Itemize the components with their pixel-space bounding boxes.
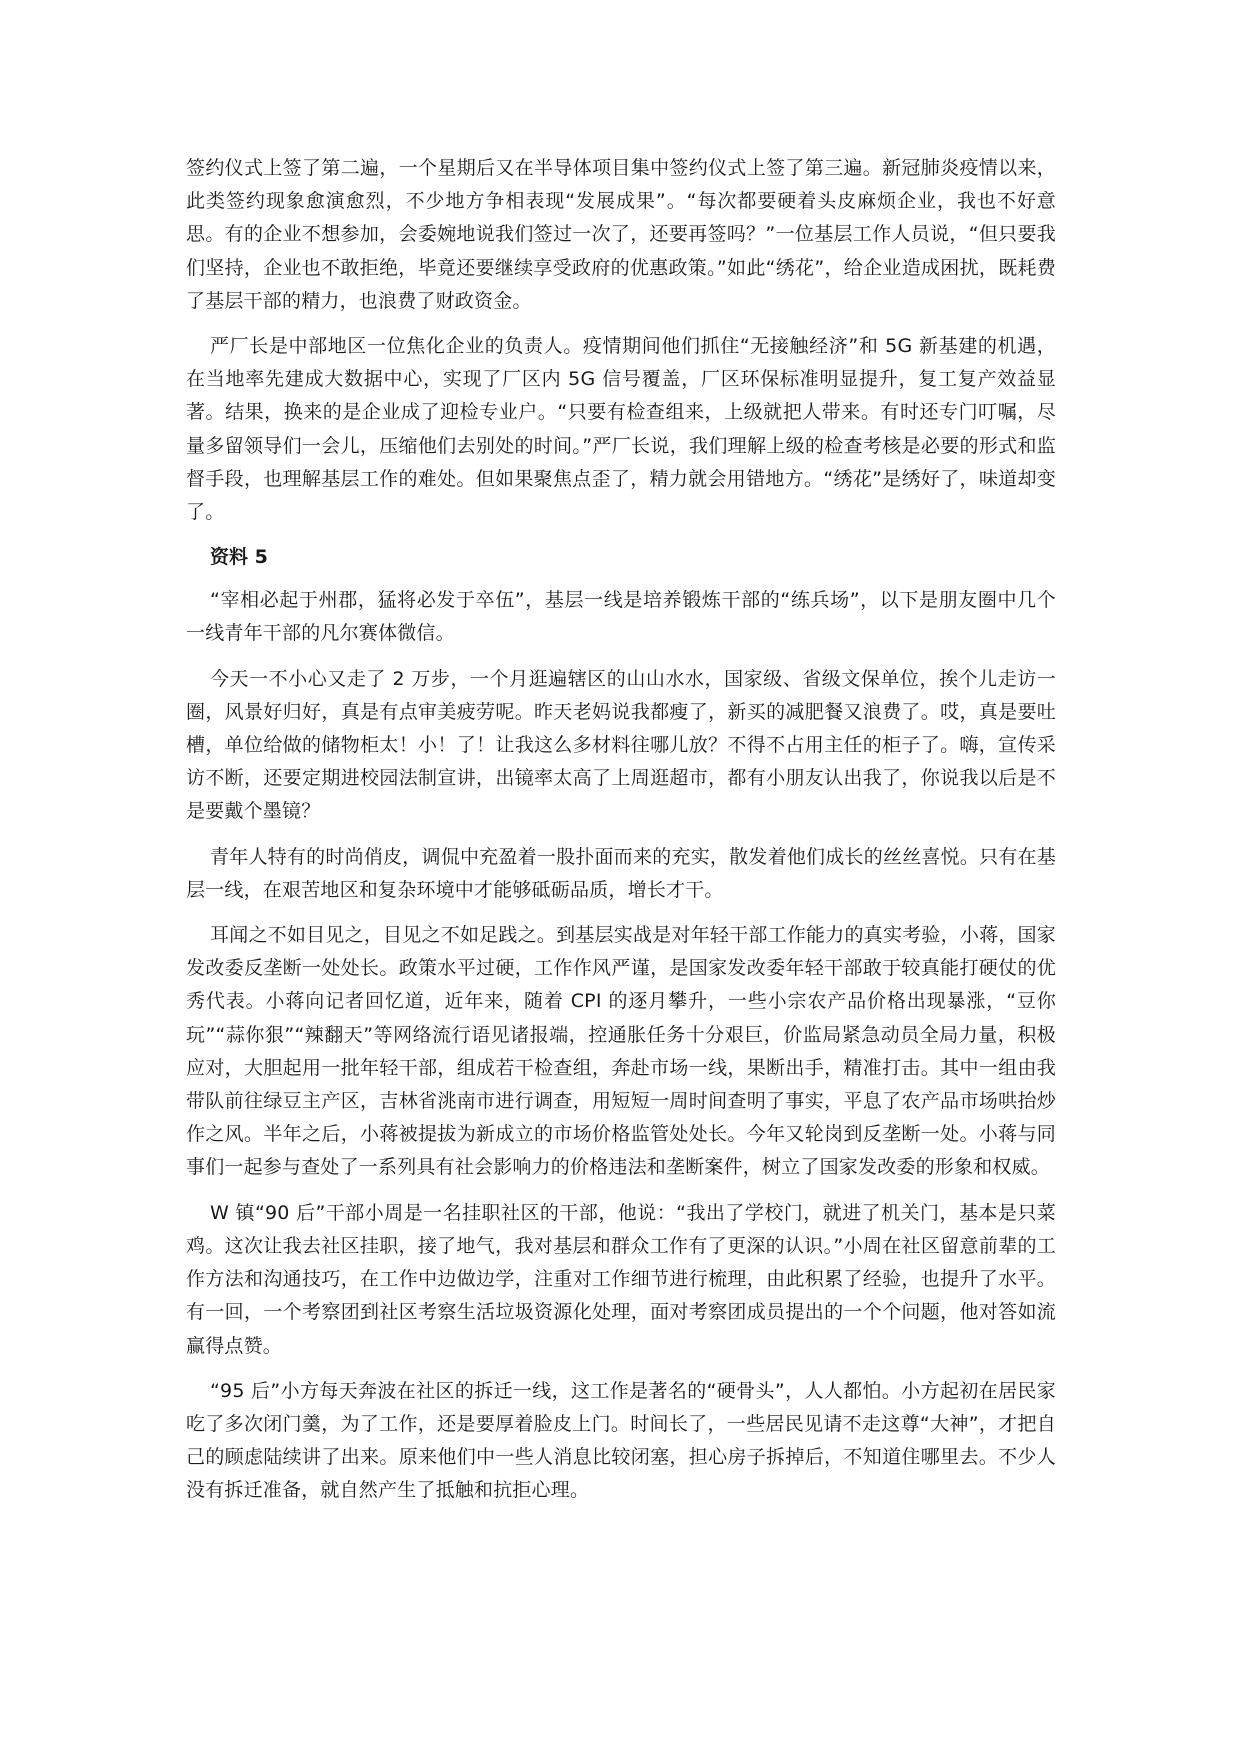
document-page bbox=[186, 152, 1056, 1520]
section-heading: 资料 5 bbox=[210, 546, 268, 569]
paragraph: 今天一不小心又走了 2 万步，一个月逛遍辖区的山山水水，国家级、省级文保单位，挨个儿走访一圈，风景好归好，真是有点审美疲劳呢。昨天老妈说我都瘦了，新买的减肥餐又浪费了。哎，真是要吐槽，单位给做的储物柜太！小！了！让我这么多材料往哪儿放？不得不占用主任的柜子了。嗨，宣传采访不断，还要定期进校园法制宣讲，出镜率太高了上周逛超市，都有小朋友认出我了，你说我以后是不是要戴个墨镜？ bbox=[186, 667, 1056, 823]
paragraph: 青年人特有的时尚俏皮，调侃中充盈着一股扑面而来的充实，散发着他们成长的丝丝喜悦。只有在基层一线，在艰苦地区和复杂环境中才能够砥砺品质，增长才干。 bbox=[186, 845, 1056, 901]
paragraph: “95 后”小方每天奔波在社区的拆迁一线，这工作是著名的“硬骨头”，人人都怕。小方起初在居民家吃了多次闭门羹，为了工作，还是要厚着脸皮上门。时间长了，一些居民见请不走这尊“大神”，才把自己的顾虑陆续讲了出来。原来他们中一些人消息比较闭塞，担心房子拆掉后，不知道住哪里去。不少人没有拆迁准备，就自然产生了抵触和抗拒心理。 bbox=[186, 1379, 1056, 1502]
paragraph: 耳闻之不如目见之，目见之不如足践之。到基层实战是对年轻干部工作能力的真实考验，小蒋，国家发改委反垄断一处处长。政策水平过硬，工作作风严谨，是国家发改委年轻干部敢于较真能打硬仗的优秀代表。小蒋向记者回忆道，近年来，随着 CPI 的逐月攀升，一些小宗农产品价格出现暴涨，“豆你玩”“蒜你狠”“辣翻天”等网络流行语见诸报端，控通胀任务十分艰巨，价监局紧急动员全局力量，积极应对，大胆起用一批年轻干部，组成若干检查组，奔赴市场一线，果断出手，精准打击。其中一组由我带队前往绿豆主产区，吉林省洮南市进行调查，用短短一周时间查明了事实，平息了农产品市场哄抬炒作之风。半年之后，小蒋被提拔为新成立的市场价格监管处处长。今年又轮岗到反垄断一处。小蒋与同事们一起参与查处了一系列具有社会影响力的价格违法和垄断案件，树立了国家发改委的形象和权威。 bbox=[186, 924, 1056, 1179]
paragraph: “宰相必起于州郡，猛将必发于卒伍”，基层一线是培养锻炼干部的“练兵场”，以下是朋友圈中几个一线青年干部的凡尔赛体微信。 bbox=[186, 589, 1056, 645]
paragraph: W 镇“90 后”干部小周是一名挂职社区的干部，他说：“我出了学校门，就进了机关门，基本是只菜鸡。这次让我去社区挂职，接了地气，我对基层和群众工作有了更深的认识。”小周在社区留意前辈的工作方法和沟通技巧，在工作中边做边学，注重对工作细节进行梳理，由此积累了经验，也提升了水平。有一回，一个考察团到社区考察生活垃圾资源化处理，面对考察团成员提出的一个个问题，他对答如流赢得点赞。 bbox=[186, 1201, 1056, 1357]
paragraph: 签约仪式上签了第二遍，一个星期后又在半导体项目集中签约仪式上签了第三遍。新冠肺炎疫情以来，此类签约现象愈演愈烈，不少地方争相表现“发展成果”。“每次都要硬着头皮麻烦企业，我也不好意思。有的企业不想参加，会委婉地说我们签过一次了，还要再签吗？”一位基层工作人员说，“但只要我们坚持，企业也不敢拒绝，毕竟还要继续享受政府的优惠政策。”如此“绣花”，给企业造成困扰，既耗费了基层干部的精力，也浪费了财政资金。 bbox=[186, 157, 1056, 312]
paragraph: 严厂长是中部地区一位焦化企业的负责人。疫情期间他们抓住“无接触经济”和 5G 新基建的机遇，在当地率先建成大数据中心，实现了厂区内 5G 信号覆盖，厂区环保标准明显提升，复工复产效益显著。结果，换来的是企业成了迎检专业户。“只要有检查组来，上级就把人带来。有时还专门叮嘱，尽量多留领导们一会儿，压缩他们去别处的时间。”严厂长说，我们理解上级的检查考核是必要的形式和监督手段，也理解基层工作的难处。但如果聚焦点歪了，精力就会用错地方。“绣花”是绣好了，味道却变了。 bbox=[186, 335, 1056, 524]
